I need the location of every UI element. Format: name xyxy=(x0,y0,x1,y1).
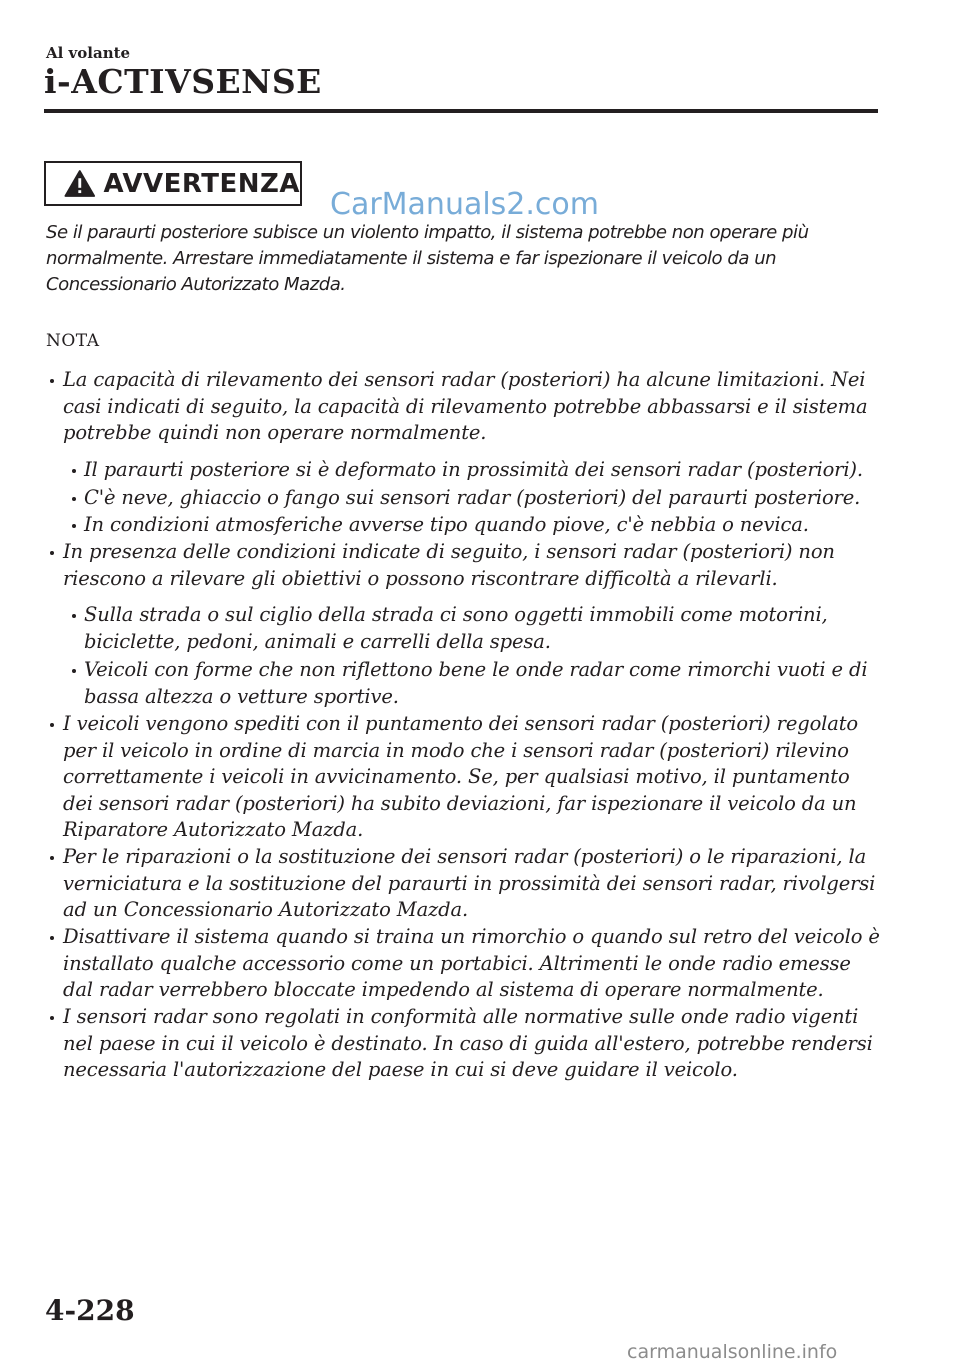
bullet-icon xyxy=(72,469,76,473)
note-item xyxy=(63,367,881,447)
note-item xyxy=(63,1004,881,1084)
note-item-text: La capacità di rilevamento dei sensori radar (posteriori) ha alcune limitazioni. Nei casi indicati di seguito, la capacità di rilevamento potrebbe abbassarsi e il sistema potrebbe quindi non operare normalmente. xyxy=(63,368,868,444)
bullet-icon xyxy=(50,1016,54,1020)
bullet-icon xyxy=(72,669,76,673)
note-subitem xyxy=(84,457,884,484)
bullet-icon xyxy=(50,856,54,860)
note-item-text: Disattivare il sistema quando si traina un rimorchio o quando sul retro del veicolo è installato qualche accessorio come un portabici. Altrimenti le onde radio emesse dal radar verrebbero bloccate impedendo al sistema di operare normalmente. xyxy=(63,925,880,1001)
bullet-icon xyxy=(50,551,54,555)
warning-label: AVVERTENZA xyxy=(103,168,300,199)
section-label: Al volante xyxy=(46,44,131,62)
page-number: 4-228 xyxy=(45,1294,135,1327)
note-subitem-text: In condizioni atmosferiche avverse tipo quando piove, c'è nebbia o nevica. xyxy=(84,513,809,536)
warning-badge xyxy=(44,161,302,206)
note-item-text: In presenza delle condizioni indicate di seguito, i sensori radar (posteriori) non riescono a rilevare gli obiettivi o possono riscontrare difficoltà a rilevarli. xyxy=(63,540,835,590)
page-title: i-ACTIVSENSE xyxy=(44,62,322,101)
note-item xyxy=(63,711,881,844)
note-subitem-text: C'è neve, ghiaccio o fango sui sensori radar (posteriori) del paraurti posteriore. xyxy=(84,486,861,509)
watermark: CarManuals2.com xyxy=(330,187,600,222)
note-subitem-text: Sulla strada o sul ciglio della strada ci sono oggetti immobili come motorini, biciclette, pedoni, animali e carrelli della spesa. xyxy=(84,603,828,653)
note-item xyxy=(63,539,881,592)
footer-watermark: carmanualsonline.info xyxy=(627,1341,838,1363)
bullet-icon xyxy=(50,723,54,727)
note-subitem xyxy=(84,602,884,655)
note-subitem xyxy=(84,485,884,512)
note-item xyxy=(63,924,881,1004)
note-subitem xyxy=(84,657,884,710)
warning-triangle-icon xyxy=(64,169,96,198)
note-item xyxy=(63,844,881,924)
note-subitem-text: Il paraurti posteriore si è deformato in prossimità dei sensori radar (posteriori). xyxy=(84,458,863,481)
note-item-text: I sensori radar sono regolati in conformità alle normative sulle onde radio vigenti nel paese in cui il veicolo è destinato. In caso di guida all'estero, potrebbe rendersi necessaria l'autorizzazione del paese in cui si deve guidare il veicolo. xyxy=(63,1005,873,1081)
note-item-text: I veicoli vengono spediti con il puntamento dei sensori radar (posteriori) regolato per il veicolo in ordine di marcia in modo che i sensori radar (posteriori) rilevino correttamente i veicoli in avvicinamento. Se, per qualsiasi motivo, il puntamento dei sensori radar (posteriori) ha subito deviazioni, far ispezionare il veicolo da un Riparatore Autorizzato Mazda. xyxy=(63,712,858,841)
bullet-icon xyxy=(72,614,76,618)
note-item-text: Per le riparazioni o la sostituzione dei sensori radar (posteriori) o le riparazioni, la verniciatura e la sostituzione del paraurti in prossimità dei sensori radar, rivolgersi ad un Concessionario Autorizzato Mazda. xyxy=(63,845,876,921)
bullet-icon xyxy=(50,936,54,940)
note-subitem xyxy=(84,512,884,539)
warning-text: Se il paraurti posteriore subisce un violento impatto, il sistema potrebbe non operare più normalmente. Arrestare immediatamente il sistema e far ispezionare il veicolo da un Concessionario Autorizzato Mazda. xyxy=(46,222,809,295)
bullet-icon xyxy=(50,379,54,383)
note-subitem-text: Veicoli con forme che non riflettono bene le onde radar come rimorchi vuoti e di bassa altezza o vetture sportive. xyxy=(84,658,868,708)
bullet-icon xyxy=(72,497,76,501)
note-title: NOTA xyxy=(46,331,100,351)
title-rule xyxy=(44,109,878,113)
bullet-icon xyxy=(72,524,76,528)
